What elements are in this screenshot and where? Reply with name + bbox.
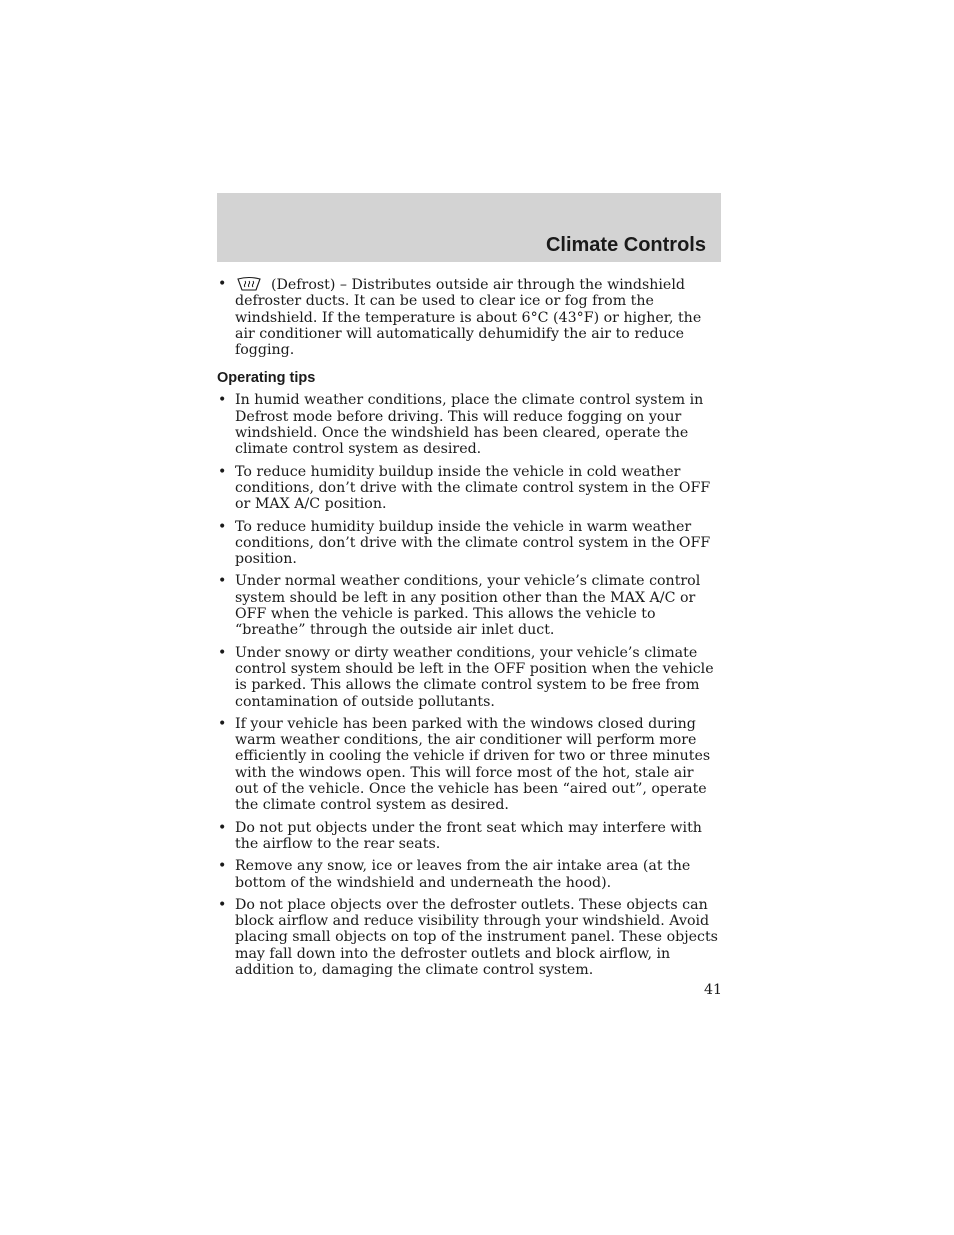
list-item [217, 897, 721, 978]
bullet-dot: • [218, 715, 227, 732]
list-item [217, 392, 721, 457]
list-item [217, 716, 721, 814]
header-band [217, 193, 721, 262]
list-item [217, 573, 721, 638]
bullet-dot: • [218, 392, 227, 409]
bullet-dot: • [218, 896, 227, 913]
bullet-dot: • [218, 644, 227, 661]
bullet-dot: • [218, 463, 227, 480]
list-item [217, 645, 721, 710]
defrost-icon [235, 276, 263, 292]
bullet-dot: • [218, 518, 227, 535]
list-item-text: Under snowy or dirty weather conditions, your vehicle’s climate control system should be left in the OFF position when the vehicle is parked. This allows the climate control system to be free from contamination of outside pollutants. [235, 644, 714, 710]
main-content [217, 276, 721, 984]
list-item-text: Do not place objects over the defroster outlets. These objects can block airflow and reduce visibility through your windshield. Avoid placing small objects on top of the instrument panel. These objects may fall down into the defroster outlets and block airflow, in addition to, damaging the climate control system. [235, 896, 718, 978]
page-number: 41 [704, 982, 723, 998]
bullet-dot: • [218, 276, 227, 292]
list-item [217, 519, 721, 568]
bullet-dot: • [218, 858, 227, 875]
bullet-dot: • [218, 819, 227, 836]
list-item-text: To reduce humidity buildup inside the vehicle in cold weather conditions, don’t drive with the climate control system in the OFF or MAX A/C position. [235, 463, 711, 513]
list-item-text: In humid weather conditions, place the climate control system in Defrost mode before driving. This will reduce fogging on your windshield. Once the windshield has been cleared, operate the climate control system as desired. [235, 392, 704, 458]
list-item-text: Under normal weather conditions, your vehicle’s climate control system should be left in any position other than the MAX A/C or OFF when the vehicle is parked. This allows the vehicle to “breathe” through the outside air inlet duct. [235, 573, 701, 639]
list-item [217, 820, 721, 853]
list-item-text: Remove any snow, ice or leaves from the air intake area (at the bottom of the windshield and underneath the hood). [235, 858, 691, 891]
list-item [217, 464, 721, 513]
defrost-bullet [217, 276, 721, 358]
list-item-text: Do not put objects under the front seat which may interfere with the airflow to the rear seats. [235, 819, 702, 852]
bullet-dot: • [218, 573, 227, 590]
page-title: Climate Controls [545, 234, 706, 256]
defrost-description: (Defrost) – Distributes outside air through the windshield defroster ducts. It can be used to clear ice or fog from the windshield. If the temperature is about 6°C (43°F) or higher, the air conditioner will automatically dehumidify the air to reduce fogging. [235, 277, 702, 359]
list-item-text: If your vehicle has been parked with the windows closed during warm weather conditions, the air conditioner will perform more efficiently in cooling the vehicle if driven for two or three minutes with the windows open. This will force most of the hot, stale air out of the vehicle. Once the vehicle has been “aired out”, operate the climate control system as desired. [235, 715, 711, 814]
list-item-text: To reduce humidity buildup inside the vehicle in warm weather conditions, don’t drive with the climate control system in the OFF position. [235, 518, 711, 568]
list-item [217, 858, 721, 891]
section-heading: Operating tips [217, 370, 316, 387]
